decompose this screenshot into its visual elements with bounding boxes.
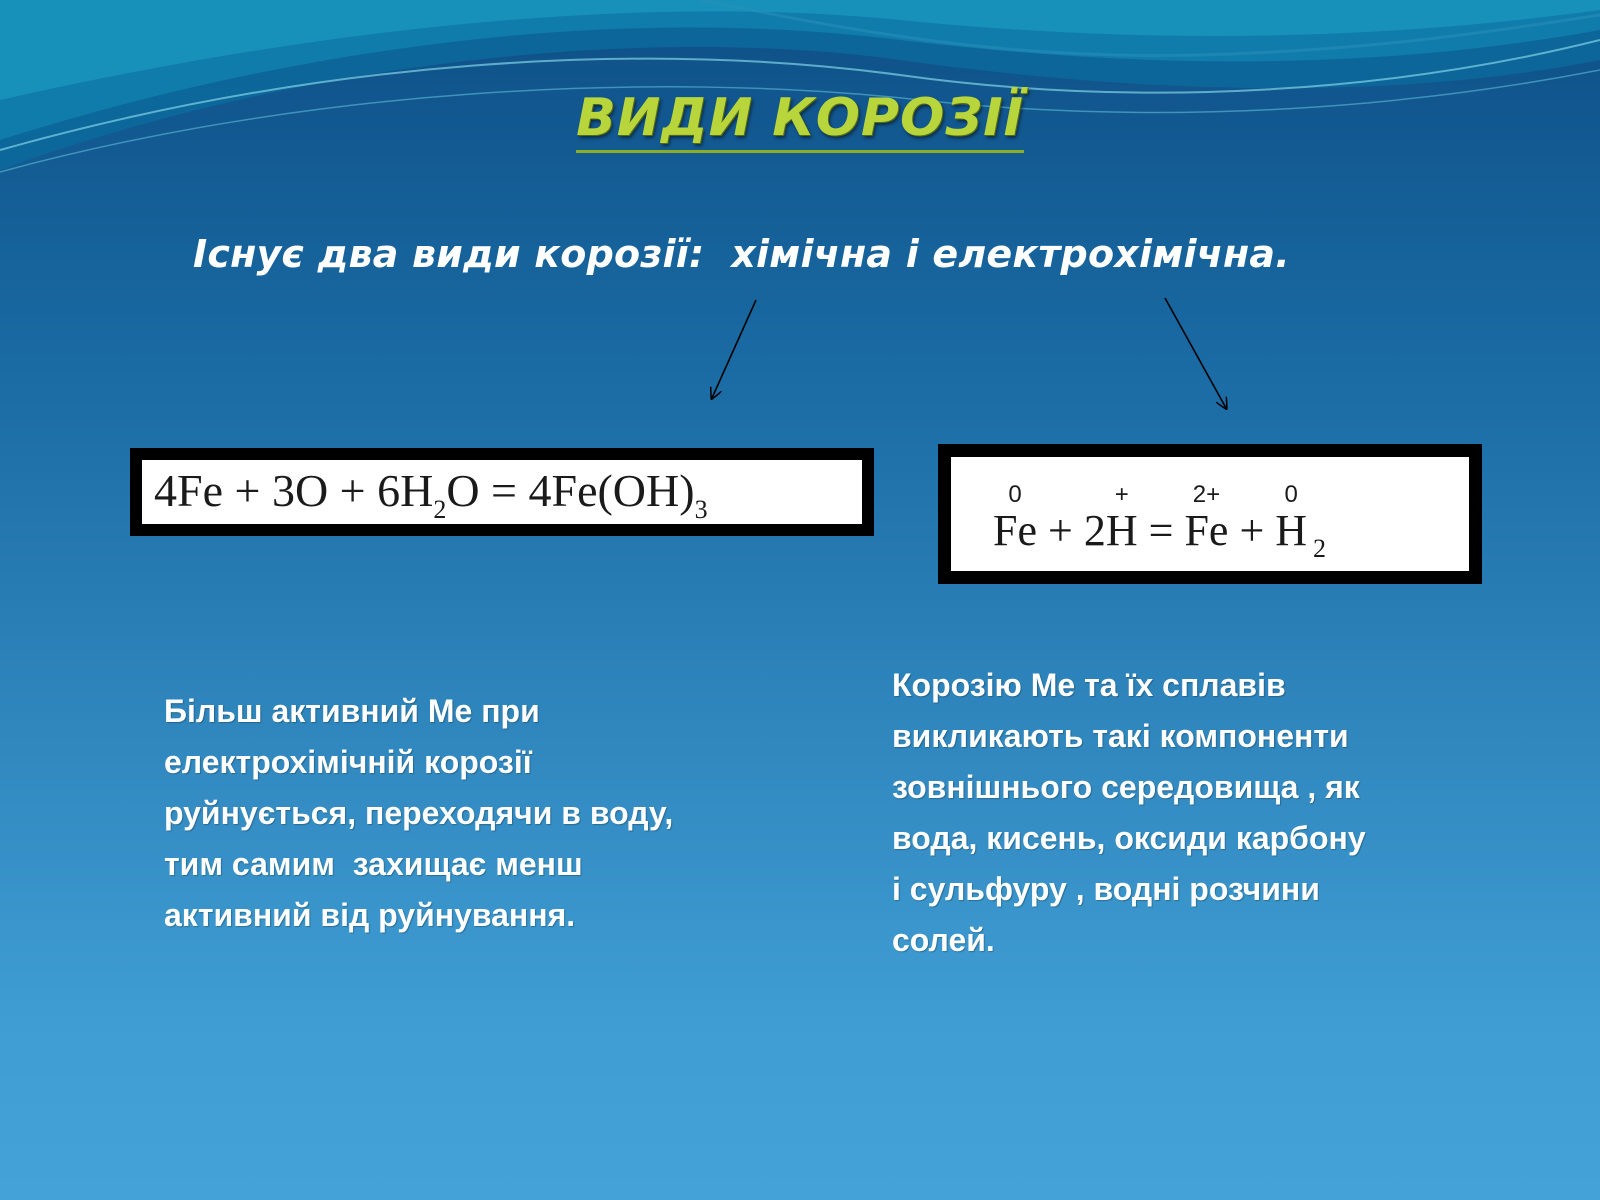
electrochemical-equation <box>951 457 1469 571</box>
electrochemical-equation-box <box>938 444 1482 584</box>
eq2-token-fe2: Fe <box>1184 506 1229 555</box>
eq1-part-a: 4Fe + 3O + 6H <box>154 465 434 516</box>
left-line: електрохімічній корозії <box>164 744 532 780</box>
ox-state-fe2plus: 2+ <box>1192 481 1221 508</box>
chemical-equation <box>142 460 862 524</box>
left-description <box>164 686 824 941</box>
eq2-sub-2: 2 <box>1313 534 1327 563</box>
eq1-sub-3: 3 <box>694 495 708 524</box>
slide-subtitle: Існує два види корозії: хімічна і електрохімічна. <box>193 232 1290 276</box>
eq2-token-fe: Fe <box>993 506 1037 555</box>
eq1-part-b: O = 4Fe(OH) <box>446 465 695 516</box>
right-line: і сульфуру , водні розчини <box>892 871 1320 907</box>
eq2-h2 <box>1275 481 1308 559</box>
left-line: тим самим захищає менш <box>164 846 583 882</box>
right-line: зовнішнього середовища , як <box>892 769 1360 805</box>
ox-state-fe0: 0 <box>1008 481 1022 508</box>
eq2-fe-right <box>1184 481 1229 559</box>
arrow-to-chemical <box>712 300 756 398</box>
slide-title <box>0 88 1600 148</box>
chemical-equation-box <box>130 448 874 536</box>
right-description <box>892 660 1532 966</box>
right-line: Корозію Ме та їх сплавів <box>892 667 1286 703</box>
eq2-token-plus2: + 2 <box>1037 506 1106 555</box>
right-line: солей. <box>892 922 995 958</box>
eq2-h-ion <box>1105 481 1138 559</box>
ox-state-h2-0: 0 <box>1284 481 1298 508</box>
arrow-to-electrochemical <box>1165 298 1226 408</box>
eq2-token-h: H <box>1105 506 1138 555</box>
slide-title-text: ВИДИ КОРОЗІЇ <box>576 88 1024 153</box>
right-line: вода, кисень, оксиди карбону <box>892 820 1366 856</box>
left-line: Більш активний Ме при <box>164 693 540 729</box>
eq1-sub-2: 2 <box>433 495 447 524</box>
ox-state-h-plus: + <box>1114 481 1129 508</box>
right-line: викликають такі компоненти <box>892 718 1349 754</box>
eq2-token-plus: + <box>1228 506 1276 555</box>
left-line: руйнується, переходячи в воду, <box>164 795 674 831</box>
eq2-token-equals: = <box>1137 506 1185 555</box>
eq2-fe-left <box>993 481 1037 559</box>
left-line: активний від руйнування. <box>164 897 576 933</box>
eq2-token-h2: H <box>1275 506 1308 555</box>
